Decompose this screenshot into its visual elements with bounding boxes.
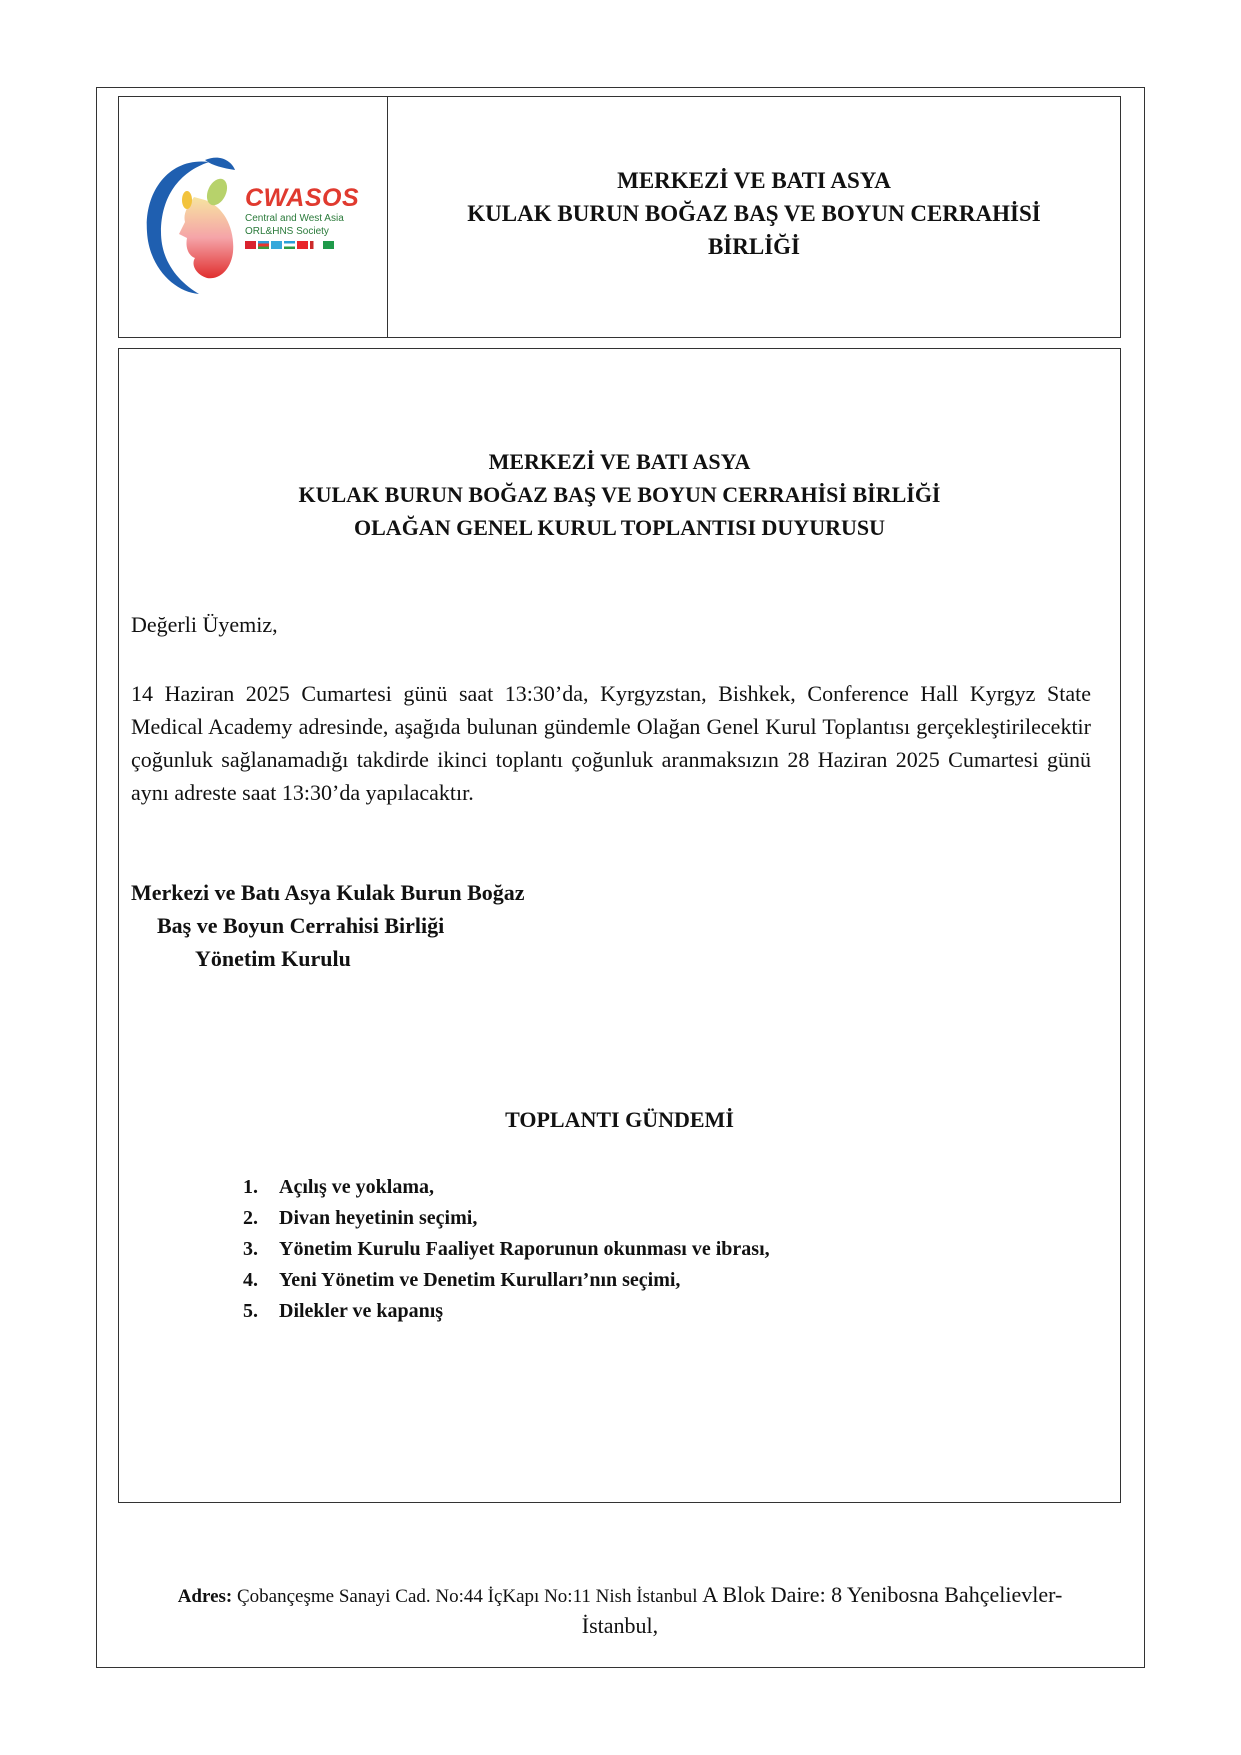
flag-icon [271,241,282,249]
logo-subtitle-1: Central and West Asia [245,213,344,224]
footer-address [110,1580,1130,1642]
announcement-title-line: KULAK BURUN BOĞAZ BAŞ VE BOYUN CERRAHİSİ BİRLİĞİ [298,482,941,507]
agenda-item-text: Yönetim Kurulu Faaliyet Raporunun okunması ve ibrası, [279,1238,770,1260]
flag-icon [310,241,321,249]
announcement-title-line: OLAĞAN GENEL KURUL TOPLANTISI DUYURUSU [354,515,885,540]
footer-address-part: A Blok Daire: 8 Yenibosna Bahçelievler- [702,1582,1063,1607]
agenda-item-number: 5. [243,1300,258,1322]
flags-row [245,241,359,249]
signature-line: Yönetim Kurulu [195,946,351,971]
flag-icon [323,241,334,249]
flag-icon [284,241,295,249]
agenda-list [243,1172,770,1327]
signature-block [131,876,525,975]
letterhead [118,96,1121,338]
agenda-title: TOPLANTI GÜNDEMİ [505,1107,734,1132]
announcement-title [119,445,1120,544]
announcement-paragraph: 14 Haziran 2025 Cumartesi günü saat 13:30’da, Kyrgyzstan, Bishkek, Conference Hall Kyrgyz State Medical Academy adresinde, aşağıda bulunan gündemle Olağan Genel Kurul Toplantısı gerçekleştirilecektir çoğunluk sağlanamadığı takdirde ikinci toplantı çoğunluk aranmaksızın 28 Haziran 2025 Cumartesi günü aynı adreste saat 13:30’da yapılacaktır. [131,681,1091,805]
flag-icon [245,241,256,249]
agenda-item-text: Divan heyetinin seçimi, [279,1207,478,1229]
logo-subtitle-2: ORL&HNS Society [245,226,329,237]
flag-icon [258,241,269,249]
footer-label: Adres: [177,1586,233,1607]
agenda-item-number: 2. [243,1207,258,1229]
letterhead-title-line: BİRLİĞİ [707,233,801,259]
footer-address-part: İstanbul, [581,1613,659,1638]
signature-line: Baş ve Boyun Cerrahisi Birliği [157,913,445,938]
signature-line: Merkezi ve Batı Asya Kulak Burun Boğaz [131,880,525,905]
logo-wordmark [245,185,359,249]
flag-icon [297,241,308,249]
logo-brand: CWASOS [245,184,360,212]
agenda-item [243,1234,770,1265]
footer-address-part: Çobançeşme Sanayi Cad. No:44 İçKapı No:11 Nish İstanbul [237,1586,698,1607]
salutation: Değerli Üyemiz, [131,612,278,637]
cwasos-logo-icon [139,152,249,302]
announcement-body [118,348,1121,1503]
agenda-item [243,1203,770,1234]
agenda-item-text: Açılış ve yoklama, [279,1176,434,1198]
letterhead-title [388,97,1120,337]
agenda-item-number: 3. [243,1238,258,1260]
announcement-title-line: MERKEZİ VE BATI ASYA [488,449,751,474]
agenda-item-number: 1. [243,1176,258,1198]
agenda-item-text: Yeni Yönetim ve Denetim Kurulları’nın seçimi, [279,1269,681,1291]
letterhead-title-line: KULAK BURUN BOĞAZ BAŞ VE BOYUN CERRAHİSİ [467,200,1041,226]
agenda-item-text: Dilekler ve kapanış [279,1300,444,1322]
agenda-item [243,1172,770,1203]
logo-cell [119,97,388,337]
agenda-item-number: 4. [243,1269,258,1291]
agenda-item [243,1296,770,1327]
agenda-item [243,1265,770,1296]
letterhead-title-line: MERKEZİ VE BATI ASYA [617,167,891,193]
